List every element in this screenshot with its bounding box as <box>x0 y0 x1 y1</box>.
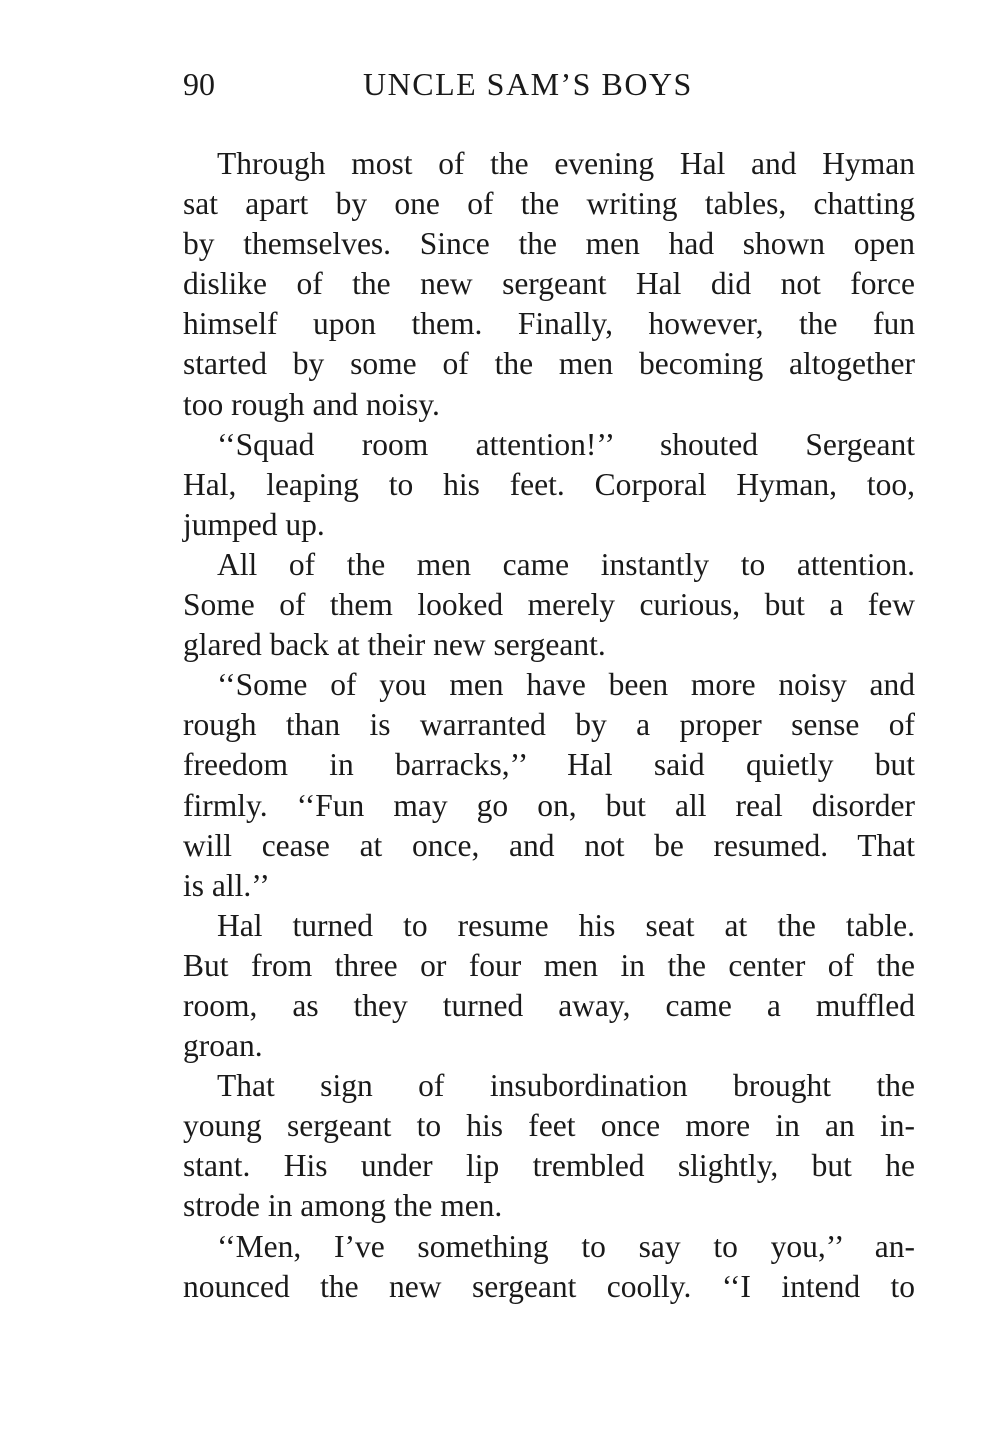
text-line: himself upon them. Finally, however, the fun <box>183 306 915 342</box>
text-line: stant. His under lip trembled slightly, but he <box>183 1148 915 1184</box>
text-line: Some of them looked merely curious, but a few <box>183 587 915 623</box>
text-line: started by some of the men becoming altogether <box>183 346 915 382</box>
text-line: young sergeant to his feet once more in an in- <box>183 1108 915 1144</box>
running-head <box>183 62 915 106</box>
text-line: But from three or four men in the center of the <box>183 947 915 983</box>
text-line: That sign of insubordination brought the <box>217 1068 915 1104</box>
text-line: ‘‘Squad room attention!’’ shouted Sergeant <box>217 426 915 462</box>
text-line: ‘‘Some of you men have been more noisy and <box>217 667 915 703</box>
text-line: by themselves. Since the men had shown open <box>183 226 915 262</box>
text-line: rough than is warranted by a proper sense of <box>183 707 915 743</box>
text-line: groan. <box>183 1028 263 1064</box>
text-line: sat apart by one of the writing tables, chatting <box>183 186 915 222</box>
text-line: is all.’’ <box>183 867 270 903</box>
text-line: firmly. ‘‘Fun may go on, but all real disorder <box>183 787 915 823</box>
text-line: glared back at their new sergeant. <box>183 627 606 663</box>
text-line: nounced the new sergeant coolly. ‘‘I intend to <box>183 1268 915 1304</box>
text-line: strode in among the men. <box>183 1188 503 1224</box>
text-line: All of the men came instantly to attention. <box>217 546 915 582</box>
text-line: will cease at once, and not be resumed. That <box>183 827 915 863</box>
page-number: 90 <box>183 66 215 102</box>
text-line: ‘‘Men, I’ve something to say to you,’’ an- <box>217 1228 915 1264</box>
text-line: Hal, leaping to his feet. Corporal Hyman, too, <box>183 466 915 502</box>
text-line: freedom in barracks,’’ Hal said quietly but <box>183 747 915 783</box>
text-line: dislike of the new sergeant Hal did not force <box>183 266 915 302</box>
text-line: room, as they turned away, came a muffled <box>183 987 915 1023</box>
text-line: Hal turned to resume his seat at the table. <box>217 907 915 943</box>
text-line: Through most of the evening Hal and Hyman <box>217 146 915 181</box>
running-title: UNCLE SAM’S BOYS <box>363 66 693 102</box>
text-line: too rough and noisy. <box>183 386 440 422</box>
text-line: jumped up. <box>183 506 325 542</box>
body-text <box>183 144 915 1307</box>
